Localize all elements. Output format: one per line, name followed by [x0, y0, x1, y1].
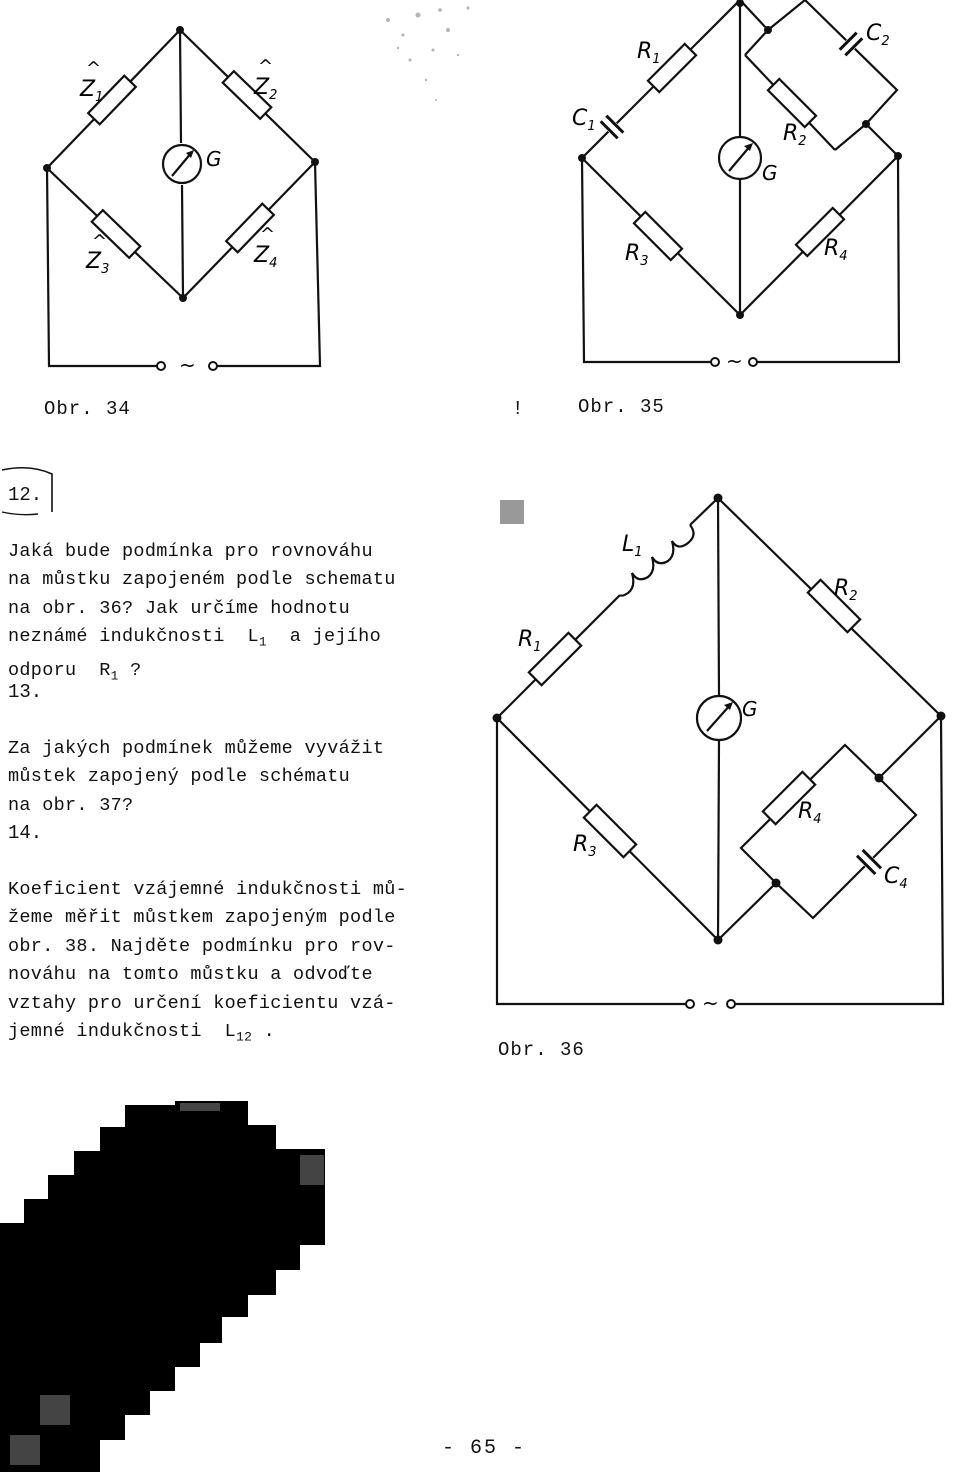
- galvanometer-icon: [719, 137, 761, 179]
- question-line: můstek zapojený podle schématu: [8, 766, 351, 787]
- r2-label: $R_2$: [783, 121, 807, 149]
- z4-hat: ^: [260, 224, 276, 245]
- c4-label: $C_4$: [884, 864, 908, 892]
- figure-36-caption: Obr. 36: [498, 1039, 585, 1061]
- scan-black-artifact: [0, 1095, 330, 1472]
- c1-label: $C_1$: [572, 106, 596, 134]
- galvanometer-icon: [163, 145, 201, 183]
- figure-35-circuit: [560, 0, 957, 390]
- question-14-text: [8, 847, 407, 1081]
- r3-element: [634, 212, 682, 260]
- r3-label: $R_3$: [573, 832, 597, 860]
- source-symbol: ~: [179, 353, 196, 377]
- question-line: obr. 38. Najděte podmínku pro rov-: [8, 935, 396, 957]
- r1-label: $R_1$: [637, 39, 661, 67]
- r1-label: $R_1$: [518, 627, 542, 655]
- question-13-text: [8, 706, 384, 849]
- r3-label: $R_3$: [625, 241, 649, 269]
- z1-label: $Z_1$: [80, 77, 104, 105]
- page-number: - 65 -: [442, 1437, 527, 1460]
- question-line: na obr. 36? Jak určíme hodnotu: [8, 597, 351, 619]
- l1-label: $L_1$: [622, 532, 643, 560]
- question-14-number: 14.: [8, 822, 43, 844]
- r4-label: $R_4$: [798, 799, 822, 827]
- question-13-number: 13.: [8, 681, 43, 703]
- figure-36-circuit: [480, 480, 957, 1040]
- galvanometer-label: G: [742, 697, 758, 721]
- z4-label: $Z_4$: [254, 243, 278, 271]
- source-symbol: ~: [702, 991, 719, 1015]
- question-line: žeme měřit můstkem zapojeným podle: [8, 907, 396, 928]
- r2-element: [768, 79, 816, 127]
- question-line: Jaká bude podmínka pro rovnováhu: [8, 540, 373, 562]
- question-line: vztahy pro určení koeficientu vzá-: [8, 992, 396, 1014]
- question-line: Za jakých podmínek můžeme vyvážit: [8, 737, 385, 759]
- z2-label: $Z_2$: [254, 75, 278, 103]
- question-12-text: [8, 509, 396, 720]
- question-line: jemné indukčnosti $L_{12}$ .: [8, 1021, 276, 1045]
- galvanometer-icon: [697, 696, 741, 740]
- question-line: Koeficient vzájemné indukčnosti mů-: [8, 878, 408, 900]
- z3-label: $Z_3$: [86, 249, 110, 277]
- question-line: na můstku zapojeném podle schematu: [8, 569, 396, 590]
- z1-hat: ^: [86, 58, 102, 79]
- question-line: nováhu na tomto můstku a odvoďte: [8, 964, 373, 985]
- stray-mark: !: [512, 398, 525, 420]
- r2-label: $R_2$: [834, 576, 858, 604]
- question-line: na obr. 37?: [8, 794, 134, 816]
- question-12-number: 12.: [8, 484, 43, 506]
- galvanometer-label: G: [762, 161, 778, 185]
- source-symbol: ~: [726, 349, 743, 373]
- galvanometer-label: G: [206, 147, 222, 171]
- c2-label: $C_2$: [866, 21, 890, 49]
- r4-label: $R_4$: [824, 236, 848, 264]
- figure-34-circuit: [0, 0, 350, 390]
- z2-hat: ^: [258, 56, 274, 77]
- question-line: odporu $R_1$ ?: [8, 660, 142, 684]
- question-line: neznámé indukčnosti $L_1$ a jejího: [8, 626, 381, 650]
- figure-34-caption: Obr. 34: [44, 398, 131, 420]
- z3-hat: ^: [92, 231, 108, 252]
- scan-smudge: [348, 0, 498, 125]
- figure-35-caption: Obr. 35: [578, 396, 665, 418]
